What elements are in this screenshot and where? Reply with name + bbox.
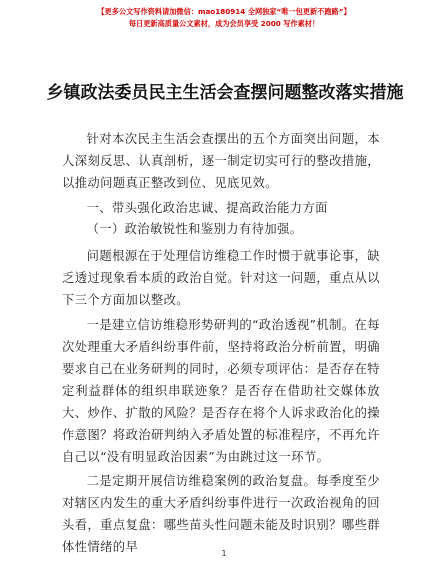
measure-2-paragraph: 二是定期开展信访维稳案例的政治复盘。每季度至少对辖区内发生的重大矛盾纠纷事件进行一次政治视角的回头看，重点复盘：哪些苗头性问题未能及时识别？哪些群体性情绪的早 bbox=[62, 474, 380, 554]
intro-paragraph: 针对本次民主生活会查摆出的五个方面突出问题，本人深刻反思、认真剖析，逐一制定切实可行的整改措施，以推动问题真正整改到位、见底见效。 bbox=[62, 132, 380, 190]
section-heading: 一、带头强化政治忠诚、提高政治能力方面 bbox=[86, 201, 328, 215]
promo-banner-line-1: 【更多公文写作资料请加微信：mao180914 全网独家“唯一包更新不跑路”】 bbox=[97, 7, 351, 16]
promo-banner-line-2: 每日更新高质量公文素材，成为会员享受 2000 写作素材！ bbox=[128, 19, 320, 28]
document-title: 乡镇政法委员民主生活会查摆问题整改落实措施 bbox=[46, 83, 404, 103]
measure-1-paragraph: 一是建立信访维稳形势研判的“政治透视”机制。在每次处理重大矛盾纠纷事件前，坚持将政治分析前置，明确要求自己在业务研判的同时，必须专项评估：是否存在特定利益群体的组织串联迹象？是否存在借助社交媒体放大、炒作、扩散的风险？是否存在将个人诉求政治化的操作意图？将政治研判纳入矛盾处置的标准程序，不再允许自己以“没有明显政治因素”为由跳过这一环节。 bbox=[62, 318, 380, 464]
subsection-heading: （一）政治敏锐性和鉴别力有待加强。 bbox=[86, 222, 303, 236]
page-number: 1 bbox=[221, 549, 227, 558]
problem-root-paragraph: 问题根源在于处理信访维稳工作时惯于就事论事，缺乏透过现象看本质的政治自觉。针对这一问题，重点从以下三个方面加以整改。 bbox=[62, 249, 380, 307]
